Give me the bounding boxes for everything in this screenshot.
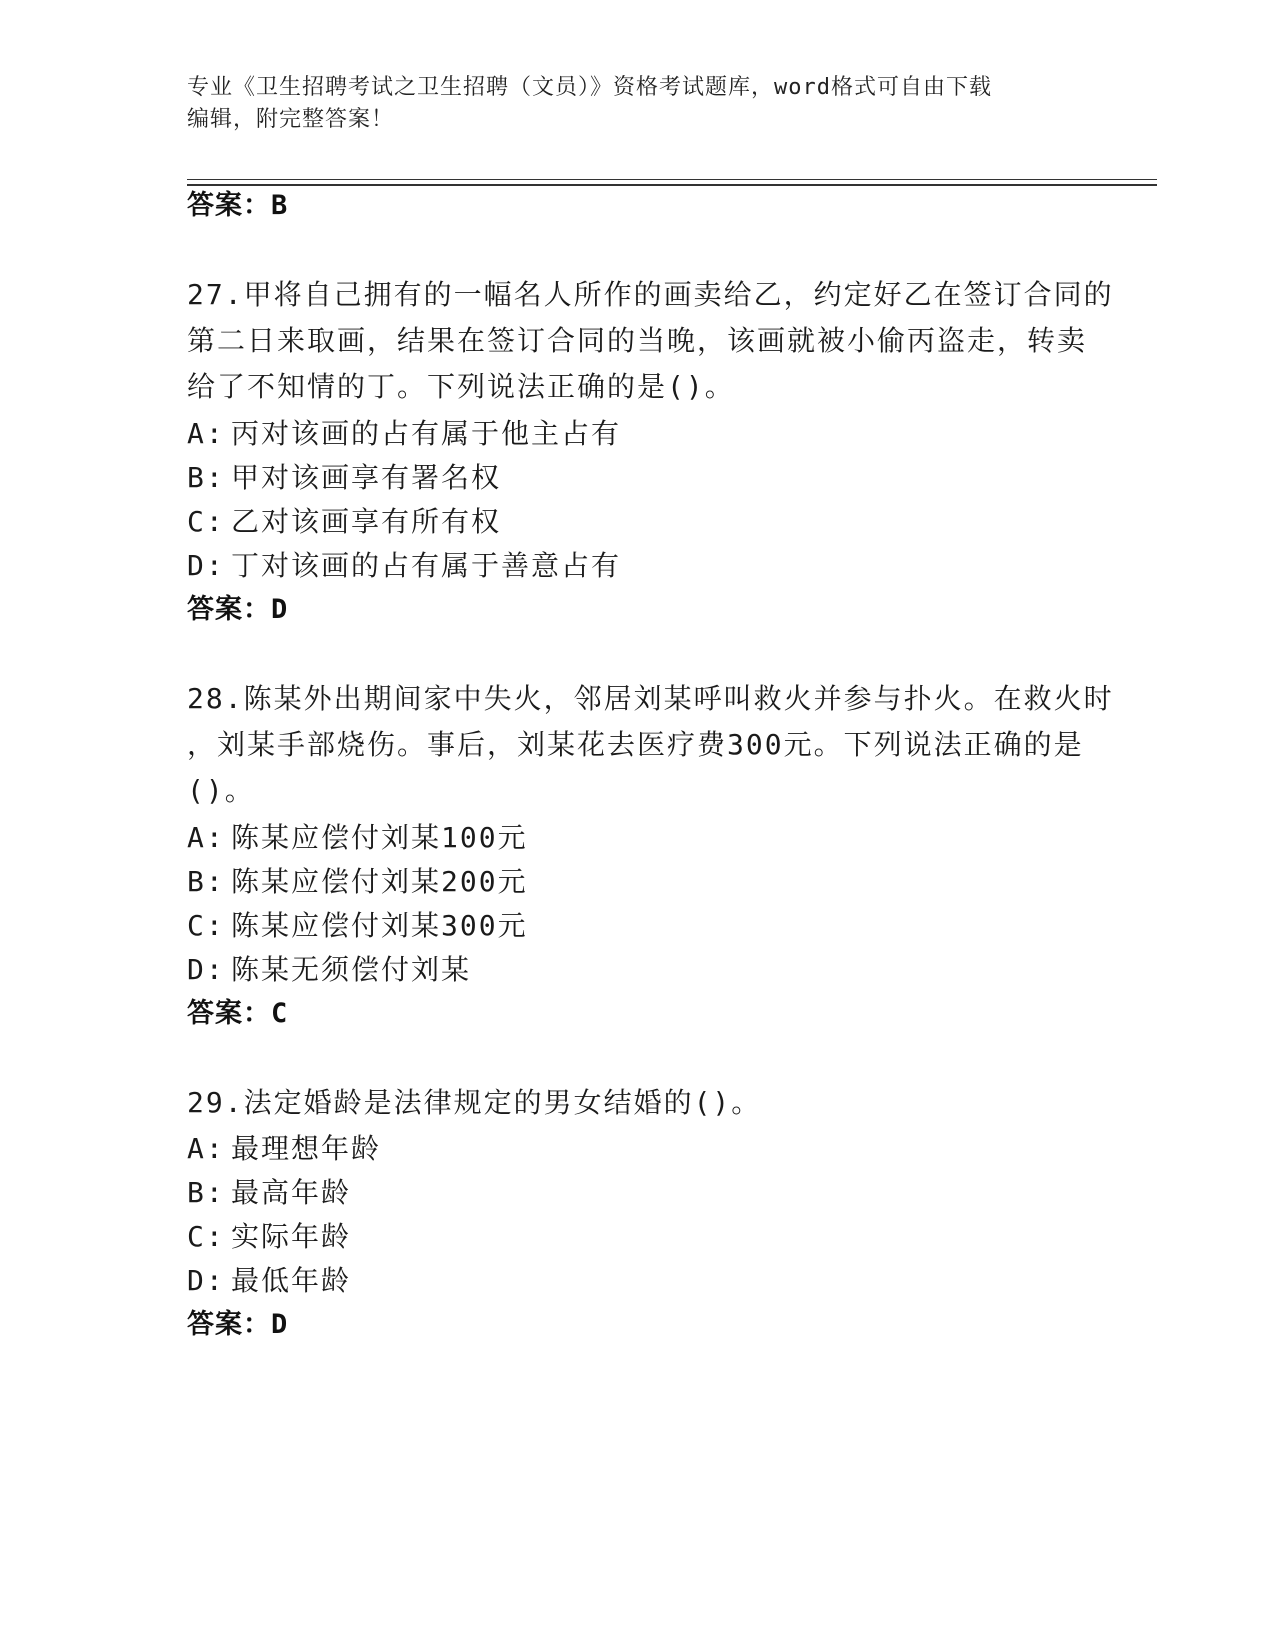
option-text: 陈某应偿付刘某100元 bbox=[231, 821, 528, 854]
option-key: C: bbox=[187, 1220, 225, 1253]
question-line: ()。 bbox=[187, 774, 255, 807]
question-29-text bbox=[187, 1080, 1087, 1126]
option-text: 陈某无须偿付刘某 bbox=[231, 953, 472, 986]
question-27-option-c bbox=[187, 499, 501, 545]
option-text: 陈某应偿付刘某200元 bbox=[231, 865, 528, 898]
option-text: 乙对该画享有所有权 bbox=[231, 505, 502, 538]
answer-label: 答案： bbox=[187, 1309, 271, 1340]
option-key: B: bbox=[187, 1176, 225, 1209]
question-29-option-c bbox=[187, 1214, 351, 1260]
question-29-option-a bbox=[187, 1126, 381, 1172]
question-29-option-b bbox=[187, 1170, 351, 1216]
option-key: A: bbox=[187, 1132, 225, 1165]
option-text: 最高年龄 bbox=[231, 1176, 352, 1209]
option-key: C: bbox=[187, 909, 225, 942]
answer-value: D bbox=[271, 1309, 289, 1340]
question-line: 第二日来取画，结果在签订合同的当晚，该画就被小偷丙盗走，转卖 bbox=[187, 324, 1088, 357]
header-line-1: 专业《卫生招聘考试之卫生招聘（文员）》资格考试题库，word格式可自由下载 bbox=[187, 75, 992, 100]
option-key: A: bbox=[187, 417, 225, 450]
option-text: 丁对该画的占有属于善意占有 bbox=[231, 549, 622, 582]
document-header bbox=[187, 72, 1087, 136]
answer-value: D bbox=[271, 594, 289, 625]
header-line-2: 编辑，附完整答案！ bbox=[187, 107, 395, 132]
answer-prev bbox=[187, 190, 288, 222]
question-29-option-d bbox=[187, 1258, 351, 1304]
question-28-answer bbox=[187, 998, 288, 1030]
answer-label: 答案： bbox=[187, 190, 271, 221]
option-key: B: bbox=[187, 865, 225, 898]
question-27-option-b bbox=[187, 455, 501, 501]
question-28-option-d bbox=[187, 947, 471, 993]
answer-value: C bbox=[271, 998, 289, 1029]
question-line: 给了不知情的丁。下列说法正确的是()。 bbox=[187, 370, 735, 403]
option-text: 最低年龄 bbox=[231, 1264, 352, 1297]
question-line: 27.甲将自己拥有的一幅名人所作的画卖给乙，约定好乙在签订合同的 bbox=[187, 278, 1114, 311]
option-text: 丙对该画的占有属于他主占有 bbox=[231, 417, 622, 450]
option-text: 甲对该画享有署名权 bbox=[231, 461, 502, 494]
question-29-answer bbox=[187, 1309, 288, 1341]
question-27-option-a bbox=[187, 411, 621, 457]
option-key: D: bbox=[187, 953, 225, 986]
question-27-option-d bbox=[187, 543, 621, 589]
option-text: 实际年龄 bbox=[231, 1220, 352, 1253]
question-27-answer bbox=[187, 594, 288, 626]
question-28-option-a bbox=[187, 815, 528, 861]
option-text: 陈某应偿付刘某300元 bbox=[231, 909, 528, 942]
question-line: 28.陈某外出期间家中失火，邻居刘某呼叫救火并参与扑火。在救火时 bbox=[187, 682, 1114, 715]
option-key: D: bbox=[187, 549, 225, 582]
option-key: C: bbox=[187, 505, 225, 538]
question-28-option-c bbox=[187, 903, 528, 949]
option-key: B: bbox=[187, 461, 225, 494]
question-27-text bbox=[187, 272, 1114, 410]
question-line: ，刘某手部烧伤。事后，刘某花去医疗费300元。下列说法正确的是 bbox=[187, 728, 1084, 761]
answer-label: 答案： bbox=[187, 998, 271, 1029]
option-key: A: bbox=[187, 821, 225, 854]
question-line: 29.法定婚龄是法律规定的男女结婚的()。 bbox=[187, 1086, 762, 1119]
question-28-text bbox=[187, 676, 1114, 814]
answer-label: 答案： bbox=[187, 594, 271, 625]
option-key: D: bbox=[187, 1264, 225, 1297]
answer-value: B bbox=[271, 190, 289, 221]
question-28-option-b bbox=[187, 859, 528, 905]
header-divider-thin bbox=[187, 179, 1157, 180]
option-text: 最理想年龄 bbox=[231, 1132, 382, 1165]
header-divider-thick bbox=[187, 184, 1157, 186]
